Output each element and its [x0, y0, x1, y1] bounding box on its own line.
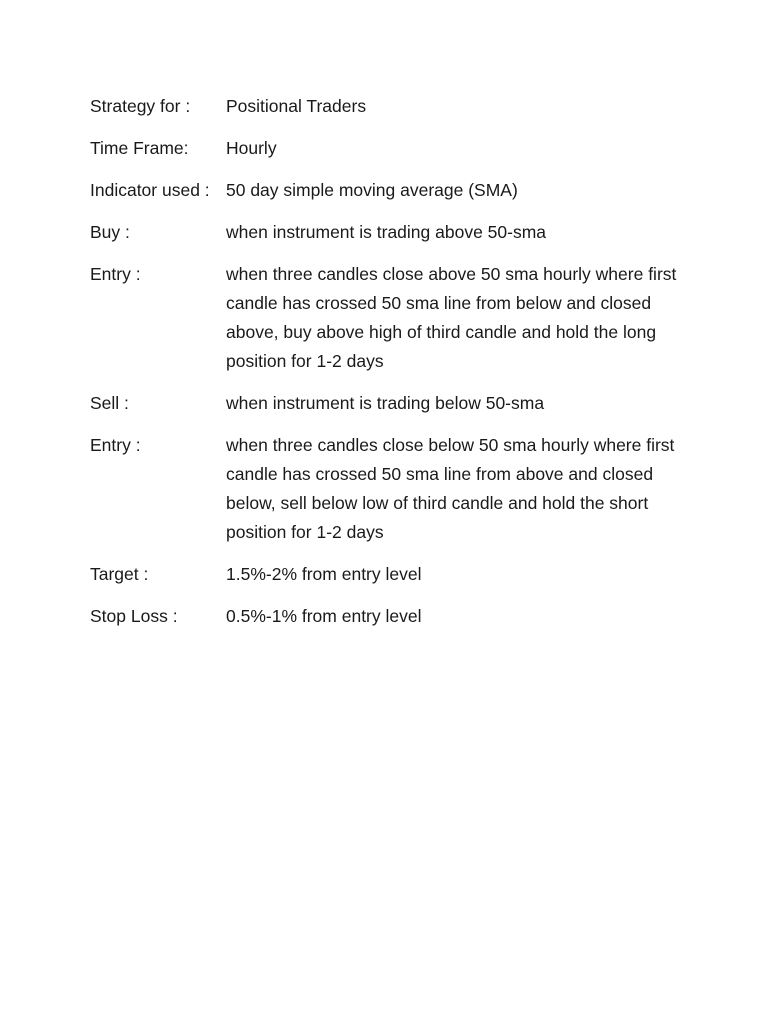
row-label: Strategy for :	[90, 96, 191, 116]
row-stop-loss	[90, 602, 690, 631]
row-value: Positional Traders	[226, 96, 367, 116]
row-label: Time Frame:	[90, 138, 189, 158]
row-buy	[90, 218, 690, 247]
row-value: when three candles close above 50 sma hourly where first candle has crossed 50 sma line from below and closed above, buy above high of third candle and hold the long position for 1-2 days	[226, 264, 677, 371]
row-label: Indicator used :	[90, 180, 210, 200]
row-sell-entry	[90, 431, 690, 547]
row-time-frame	[90, 134, 690, 163]
row-strategy-for	[90, 92, 690, 121]
row-label: Target :	[90, 564, 149, 584]
row-target	[90, 560, 690, 589]
row-value: when instrument is trading above 50-sma	[226, 222, 547, 242]
row-value: when instrument is trading below 50-sma	[226, 393, 545, 413]
row-value: when three candles close below 50 sma hourly where first candle has crossed 50 sma line from above and closed below, sell below low of third candle and hold the short position for 1-2 days	[226, 435, 675, 542]
row-indicator-used	[90, 176, 690, 205]
row-label: Entry :	[90, 435, 141, 455]
row-value: 50 day simple moving average (SMA)	[226, 180, 518, 200]
row-value: 1.5%-2% from entry level	[226, 564, 422, 584]
row-sell	[90, 389, 690, 418]
row-label: Buy :	[90, 222, 130, 242]
row-label: Sell :	[90, 393, 129, 413]
row-buy-entry	[90, 260, 690, 376]
row-value: Hourly	[226, 138, 277, 158]
row-label: Stop Loss :	[90, 606, 178, 626]
row-label: Entry :	[90, 264, 141, 284]
row-value: 0.5%-1% from entry level	[226, 606, 422, 626]
strategy-table	[90, 92, 690, 644]
